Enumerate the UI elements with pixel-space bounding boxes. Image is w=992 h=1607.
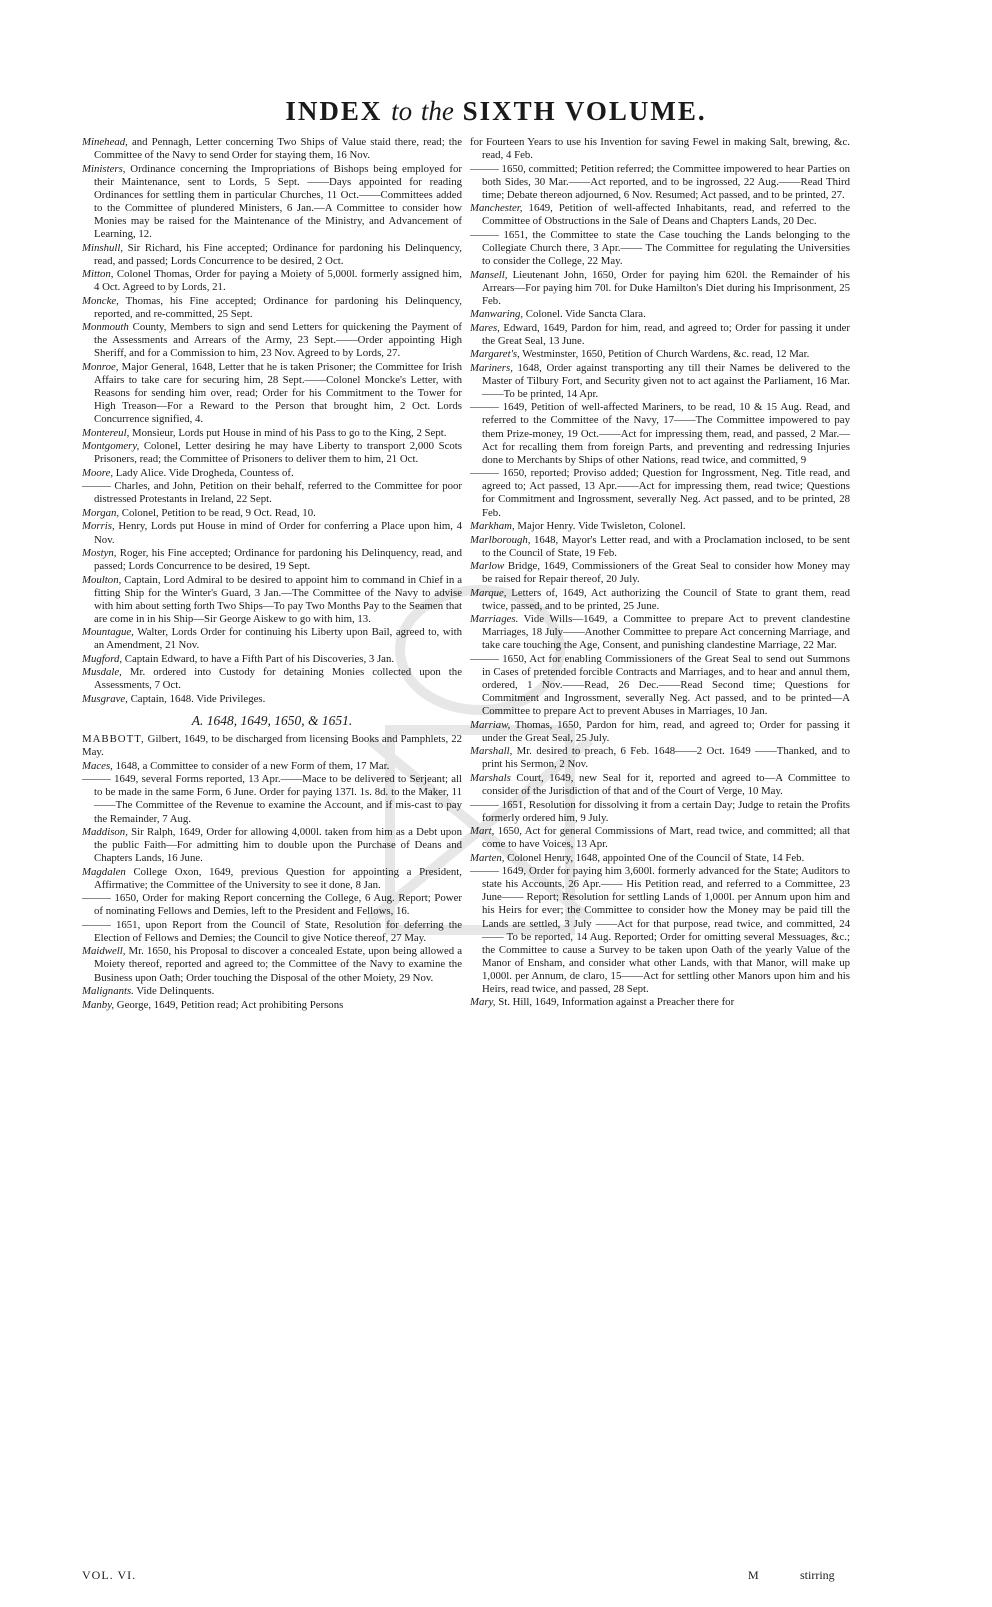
entry-headword: ———	[82, 892, 111, 905]
entry-text: Colonel, Petition to be read, 9 Oct. Read, 10.	[119, 506, 316, 519]
entry-text: 1651, the Committee to state the Case touching the Lands belonging to the Collegiate Church there, 3 Apr.—— The Committee for regulating the Universities to consider the College, 22 May.	[482, 228, 850, 268]
entry-headword: Marlow	[470, 560, 505, 573]
entry-headword: Manby,	[82, 998, 115, 1011]
entry-headword: Manchester,	[470, 202, 523, 215]
entry-headword: Mariners,	[470, 361, 513, 374]
left-entries-second	[82, 733, 462, 1011]
entry-headword: Maidwell,	[82, 945, 126, 958]
index-entry	[82, 547, 462, 573]
index-entry	[470, 865, 850, 996]
entry-headword: Mansell,	[470, 268, 508, 281]
entry-text: Colonel Thomas, Order for paying a Moiety of 5,000l. formerly assigned him, 4 Oct. Agreed to by Lords, 21.	[94, 268, 462, 294]
index-entry	[82, 295, 462, 321]
index-entry	[470, 825, 850, 851]
entry-headword: Musgrave,	[82, 692, 128, 705]
index-entry	[82, 733, 462, 759]
index-entry	[82, 999, 462, 1012]
entry-headword: MABBOTT,	[82, 733, 145, 746]
entry-headword: Mary,	[470, 996, 496, 1009]
index-entry	[82, 985, 462, 998]
index-entry	[470, 362, 850, 401]
entry-headword: Margaret's,	[470, 348, 520, 361]
entry-text: Colonel Henry, 1648, appointed One of the Council of State, 14 Feb.	[504, 851, 805, 864]
entry-headword: Mountague,	[82, 626, 134, 639]
entry-headword: Markham,	[470, 520, 515, 533]
title-volume-words: SIXTH VOLUME.	[462, 96, 707, 126]
entry-text: Thomas, his Fine accepted; Ordinance for pardoning his Delinquency, reported, and re-committed, 25 Sept.	[94, 294, 462, 320]
entry-headword: Mart,	[470, 825, 495, 838]
right-entries	[470, 136, 850, 1010]
index-entry	[82, 919, 462, 945]
index-entry	[82, 427, 462, 440]
index-entry	[82, 866, 462, 892]
index-entry	[470, 202, 850, 228]
entry-text: Lady Alice. Vide Drogheda, Countess of.	[113, 466, 294, 479]
entry-text: Vide Delinquents.	[133, 985, 215, 998]
index-entry	[470, 229, 850, 268]
entry-text: Roger, his Fine accepted; Ordinance for pardoning his Delinquency, read, and passed; Lords Concurrence to be desired, 19 Sept.	[94, 546, 462, 573]
entry-headword: Morris,	[82, 520, 115, 533]
entry-text: Colonel, Letter desiring he may have Liberty to transport 2,000 Scots Prisoners, read; the Committee of Prisoners to deliver them to him, 21 Oct.	[94, 440, 462, 466]
entry-headword: Marlborough,	[470, 533, 531, 546]
index-entry	[470, 401, 850, 466]
entry-headword: ———	[470, 467, 499, 480]
entry-text: St. Hill, 1649, Information against a Preacher there for	[495, 996, 735, 1009]
entry-headword: Mostyn,	[82, 546, 117, 559]
entry-headword: Manwaring,	[470, 308, 524, 321]
entry-headword: Musdale,	[82, 666, 122, 679]
entry-text: Letters of, 1649, Act authorizing the Council of State to grant them, read twice, passed, and to be printed, 25 June.	[482, 586, 850, 612]
entry-text: 1648, Mayor's Letter read, and with a Proclamation inclosed, to be sent to the Council of State, 19 Feb.	[482, 533, 850, 559]
index-entry	[470, 772, 850, 798]
entry-headword: Morgan,	[82, 506, 120, 519]
entry-text: 1650, Act for enabling Commissioners of the Great Seal to send out Summons in Cases of pretended forcible Contracts and Marriages, and to hear and annul them, ordered, 1 Nov.——Read, 26 Dec.——Read Second time; Questions for Commitment and Ingrossment, severally Neg. Act passed, and to be printed—A Committee to prepare Act to prevent Abuses in Marriages, 10 Jan.	[482, 652, 850, 718]
entry-text: Captain Edward, to have a Fifth Part of his Discoveries, 3 Jan.	[122, 652, 395, 665]
entry-headword: ———	[470, 798, 499, 811]
index-entry	[470, 163, 850, 202]
entry-text: 1649, Petition of well-affected Inhabitants, read, and referred to the Committee of Obstructions in the Sale of Deans and Chapters Lands, 20 Dec.	[482, 202, 850, 228]
entry-headword: Marque,	[470, 586, 507, 599]
entry-text: 1650, committed; Petition referred; the Committee impowered to hear Parties on both Sides, 30 Mar.——Act reported, and to be ingrossed, 22 Aug.——Read Third time; Debate thereon adjourned, 6 Nov. Resumed; Act passed, and to be printed, 27.	[482, 162, 850, 201]
index-entry	[470, 269, 850, 308]
index-entry	[470, 996, 850, 1009]
entry-text: Sir Ralph, 1649, Order for allowing 4,000l. taken from him as a Debt upon the public Faith—For admitting him to double upon the Purchase of Deans and Chapters Lands, 16 June.	[94, 825, 462, 865]
entry-text: 1648, a Committee to consider of a new Form of them, 17 Mar.	[112, 759, 390, 772]
entry-headword: ———	[470, 652, 499, 665]
right-column	[470, 136, 850, 1556]
entry-headword: Mitton,	[82, 268, 114, 281]
title-to-word: to	[391, 96, 413, 126]
entry-headword: ———	[82, 480, 111, 493]
entry-text: Mr. 1650, his Proposal to discover a concealed Estate, upon being allowed a Moiety thereof, reported and agreed to; the Committee of the Navy to examine the Business upon Oath; Order touching the Disposal of the other Moiety, 29 Nov.	[94, 945, 462, 984]
index-entry	[82, 321, 462, 360]
entry-headword: Marshall,	[470, 745, 513, 758]
index-entry	[470, 799, 850, 825]
entry-text: George, 1649, Petition read; Act prohibiting Persons	[114, 998, 344, 1011]
index-entry	[82, 760, 462, 773]
index-entry	[82, 440, 462, 466]
index-entry	[82, 520, 462, 546]
entry-text: and Pennagh, Letter concerning Two Ships of Value staid there, read; the Committee of the Navy to send Order for staying them, 16 Nov.	[94, 136, 462, 162]
entry-text: Major General, 1648, Letter that he is taken Prisoner; the Committee for Irish Affairs to take care for securing him, 28 Sept.——Colonel Moncke's Letter, with Reasons for sending him over, read; Order for his Commitment to the Tower for High Treason—For a Reward to the Person that brought him, 2 Oct. Lords Concurrence signified, 4.	[94, 360, 462, 426]
index-entry	[470, 467, 850, 519]
entry-text: Mr. ordered into Custody for detaining Monies collected upon the Assessments, 7 Oct.	[94, 666, 462, 692]
entry-headword: Moulton,	[82, 573, 122, 586]
entry-headword: Monmouth	[82, 321, 129, 334]
entry-text: Mr. desired to preach, 6 Feb. 1648——2 Oct. 1649 ——Thanked, and to print his Sermon, 2 Nov.	[482, 745, 850, 771]
entry-text: 1650, reported; Proviso added; Question for Ingrossment, Neg. Title read, and agreed to; Act passed, 13 Apr.——Act for impressing them, read twice; Questions for Commitment and Ingrossment, severally Neg. Act passed, and to be printed, 28 Feb.	[482, 467, 850, 519]
entry-text: Henry, Lords put House in mind of Order for conferring a Place upon him, 4 Nov.	[94, 520, 462, 546]
index-entry	[82, 480, 462, 506]
entry-text: Gilbert, 1649, to be discharged from licensing Books and Pamphlets, 22 May.	[82, 733, 462, 759]
entry-headword: ———	[82, 773, 111, 786]
volume-footer: VOL. VI.	[82, 1568, 137, 1582]
entry-headword: Marriages.	[470, 613, 519, 626]
entry-text: for Fourteen Years to use his Invention for saving Fewel in making Salt, brewing, &c. read, 4 Feb.	[470, 136, 850, 162]
entry-text: Monsieur, Lords put House in mind of his Pass to go to the King, 2 Sept.	[129, 426, 447, 439]
index-entry	[470, 653, 850, 718]
index-entry	[82, 626, 462, 652]
entry-headword: ———	[470, 401, 499, 414]
entry-headword: Marriaw,	[470, 718, 511, 731]
entry-headword: Maddison,	[82, 825, 128, 838]
entry-text: Captain, Lord Admiral to be desired to appoint him to command in Chief in a fitting Ship for the Winter's Guard, 3 Jan.—The Committee of the Navy to advise with him about setting forth Two Ships—To pay Two Months Pay to the Seamen that are come in in his Ship—Sir George Aiskew to go with him, 13.	[94, 573, 462, 625]
entry-text: 1649, several Forms reported, 13 Apr.——Mace to be delivered to Serjeant; all to be made in the same Form, 6 June. Order for paying 137l. 1s. 8d. to the Maker, 11 ——The Committee of the Revenue to examine the Account, and if mis-cast to pay the Remainder, 7 Aug.	[94, 773, 462, 825]
index-entry	[82, 268, 462, 294]
index-entry	[82, 507, 462, 520]
entry-headword: ———	[470, 162, 499, 175]
entry-text: 1649, Order for paying him 3,600l. formerly advanced for the State; Auditors to state his Accounts, 26 Apr.—— His Petition read, and referred to a Committee, 23 June—— Report; Resolution for settling Lands of 1,000l. per Annum upon him and his Heirs for ever; the Committee to consider how the Money may be paid till the Lands are settled, 3 July ——Act for that purpose, read twice, and committed, 24 —— To be reported, 14 Aug. Reported; Order for omitting several Messuages, &c.; the Committee to cause a Survey to be taken upon Oath of the yearly Value of the Manor of Ensham, and consider what other Lands, with that Manor, will make up 1,000l. per Annum, de claro, 15——Act for settling other Manors upon him and his Heirs, read twice, and passed, 28 Sept.	[482, 865, 850, 995]
entry-headword: Marten,	[470, 851, 505, 864]
entry-text: Colonel. Vide Sancta Clara.	[523, 308, 646, 321]
entry-text: 1651, upon Report from the Council of State, Resolution for deferring the Election of Fellows and Demies; the Council to give Notice thereof, 27 May.	[94, 918, 462, 944]
index-entry	[82, 773, 462, 825]
entry-headword: Moore,	[82, 466, 114, 479]
index-entry	[82, 361, 462, 426]
entry-text: 1650, Act for general Commissions of Mart, read twice, and committed; all that come to have Voices, 13 Apr.	[482, 825, 850, 851]
entry-text: 1649, Petition of well-affected Mariners, to be read, 10 & 15 Aug. Read, and referred to the Committee of the Navy, 17——The Committee impowered to pay them Prize-money, 19 Oct.——Act for impressing them, read, and passed, 2 Mar.—Act for recalling them from foreign Parts, and preventing and redressing Injuries done to Merchants by Ships of other Nations, read twice, and committed, 9	[482, 401, 850, 466]
index-entry	[82, 892, 462, 918]
entry-text: Edward, 1649, Pardon for him, read, and agreed to; Order for passing it under the Great Seal, 13 June.	[482, 321, 850, 347]
entry-headword: Montereul,	[82, 426, 130, 439]
index-entry	[470, 308, 850, 321]
entry-headword: Ministers,	[82, 162, 126, 175]
entry-headword: ———	[470, 228, 499, 241]
index-entry	[470, 560, 850, 586]
entry-text: Lieutenant John, 1650, Order for paying him 620l. the Remainder of his Arrears—For paying him 70l. for Duke Hamilton's Diet during his Imprisonment, 25 Feb.	[482, 268, 850, 307]
index-entry	[470, 520, 850, 533]
index-entry	[470, 587, 850, 613]
index-entry	[470, 136, 850, 162]
entry-text: Major Henry. Vide Twisleton, Colonel.	[514, 520, 686, 533]
entry-text: Sir Richard, his Fine accepted; Ordinance for pardoning his Delinquency, read, and passed; Lords Concurrence to be desired, 2 Oct.	[94, 241, 462, 267]
signature-mark: M	[748, 1568, 759, 1582]
left-entries	[82, 136, 462, 706]
entry-headword: Minehead,	[82, 136, 128, 148]
index-entry	[82, 666, 462, 692]
title-index-word: INDEX	[285, 96, 383, 126]
title-the-word: the	[420, 96, 454, 126]
index-entry	[470, 534, 850, 560]
entry-headword: Mugford,	[82, 652, 123, 665]
entry-headword: Monroe,	[82, 360, 119, 373]
entry-text: Ordinance concerning the Impropriations of Bishops being employed for their Maintenance, sent to Lords, 5 Sept. ——Days appointed for reading Ordinances for settling them in particular Churches, 11 Oct.——Committees added to the Committee of plundered Ministers, 6 Jan.—A Committee to consider how Monies may be raised for the Maintenance of the Ministry, and Advancement of Learning, 12.	[94, 162, 462, 241]
page-title	[0, 96, 992, 127]
entry-text: Court, 1649, new Seal for it, reported and agreed to—A Committee to consider of the Jurisdiction of that and of the Court of Verge, 10 May.	[482, 771, 850, 798]
entry-headword: Montgomery,	[82, 440, 140, 453]
entry-text: Thomas, 1650, Pardon for him, read, and agreed to; Order for passing it under the Great Seal, 25 July.	[482, 718, 850, 744]
section-heading: A. 1648, 1649, 1650, & 1651.	[191, 713, 353, 729]
entry-text: 1648, Order against transporting any till their Names be delivered to the Master of Tilbury Fort, and Security given not to act against the Parliament, 16 Mar.——To be printed, 14 Apr.	[482, 361, 850, 400]
index-entry	[470, 322, 850, 348]
entry-text: Charles, and John, Petition on their behalf, referred to the Committee for poor distressed Protestants in Ireland, 22 Sept.	[94, 480, 462, 506]
entry-headword: ———	[82, 918, 111, 931]
entry-text: Bridge, 1649, Commissioners of the Great Seal to consider how Money may be raised for Repair thereof, 20 July.	[482, 560, 850, 586]
index-entry	[470, 719, 850, 745]
entry-text: College Oxon, 1649, previous Question for appointing a President, Affirmative; the Committee of the University to see it done, 8 Jan.	[94, 865, 462, 891]
index-entry	[470, 852, 850, 865]
entry-text: 1650, Order for making Report concerning the College, 6 Aug. Report; Power of nominating Fellows and Demies, left to the President and Fellows, 16.	[94, 892, 462, 918]
index-entry	[470, 745, 850, 771]
index-entry	[82, 653, 462, 666]
left-column	[82, 136, 462, 1556]
entry-text: County, Members to sign and send Letters for quickening the Payment of the Assessments and Arrears of the Army, 23 Sept.——Order appointing High Sheriff, and for a Commission to him, 23 Nov. Agreed to by Lords, 27.	[94, 321, 462, 360]
index-entry	[82, 945, 462, 984]
entry-headword: Marshals	[470, 771, 511, 784]
index-entry	[82, 574, 462, 626]
entry-text: Westminster, 1650, Petition of Church Wardens, &c. read, 12 Mar.	[519, 348, 810, 361]
index-entry	[82, 826, 462, 865]
entry-headword: Magdalen	[82, 865, 126, 878]
entry-headword: ———	[470, 865, 499, 878]
index-entry	[82, 163, 462, 242]
entry-headword: Minshull,	[82, 241, 124, 254]
entry-text: Captain, 1648. Vide Privileges.	[127, 692, 266, 705]
entry-headword: Malignants.	[82, 985, 134, 998]
index-entry	[82, 136, 462, 162]
index-entry	[470, 613, 850, 652]
index-entry	[82, 467, 462, 480]
entry-headword: Moncke,	[82, 294, 119, 307]
index-entry	[470, 348, 850, 361]
entry-text: Walter, Lords Order for continuing his Liberty upon Bail, agreed to, with an Amendment, 21 Nov.	[94, 626, 462, 652]
index-entry	[82, 242, 462, 268]
entry-headword: Maces,	[82, 759, 113, 772]
index-entry	[82, 693, 462, 706]
catchword: stirring	[800, 1568, 835, 1582]
entry-headword: Mares,	[470, 321, 500, 334]
entry-text: Vide Wills—1649, a Committee to prepare Act to prevent clandestine Marriages, 18 July——Another Committee to prepare Act concerning Marriage, and take care touching the Age, Consent, and punishing clandestine Marriage, 22 Mar.	[482, 613, 850, 652]
entry-text: 1651, Resolution for dissolving it from a certain Day; Judge to retain the Profits formerly ordered him, 9 July.	[482, 798, 850, 824]
